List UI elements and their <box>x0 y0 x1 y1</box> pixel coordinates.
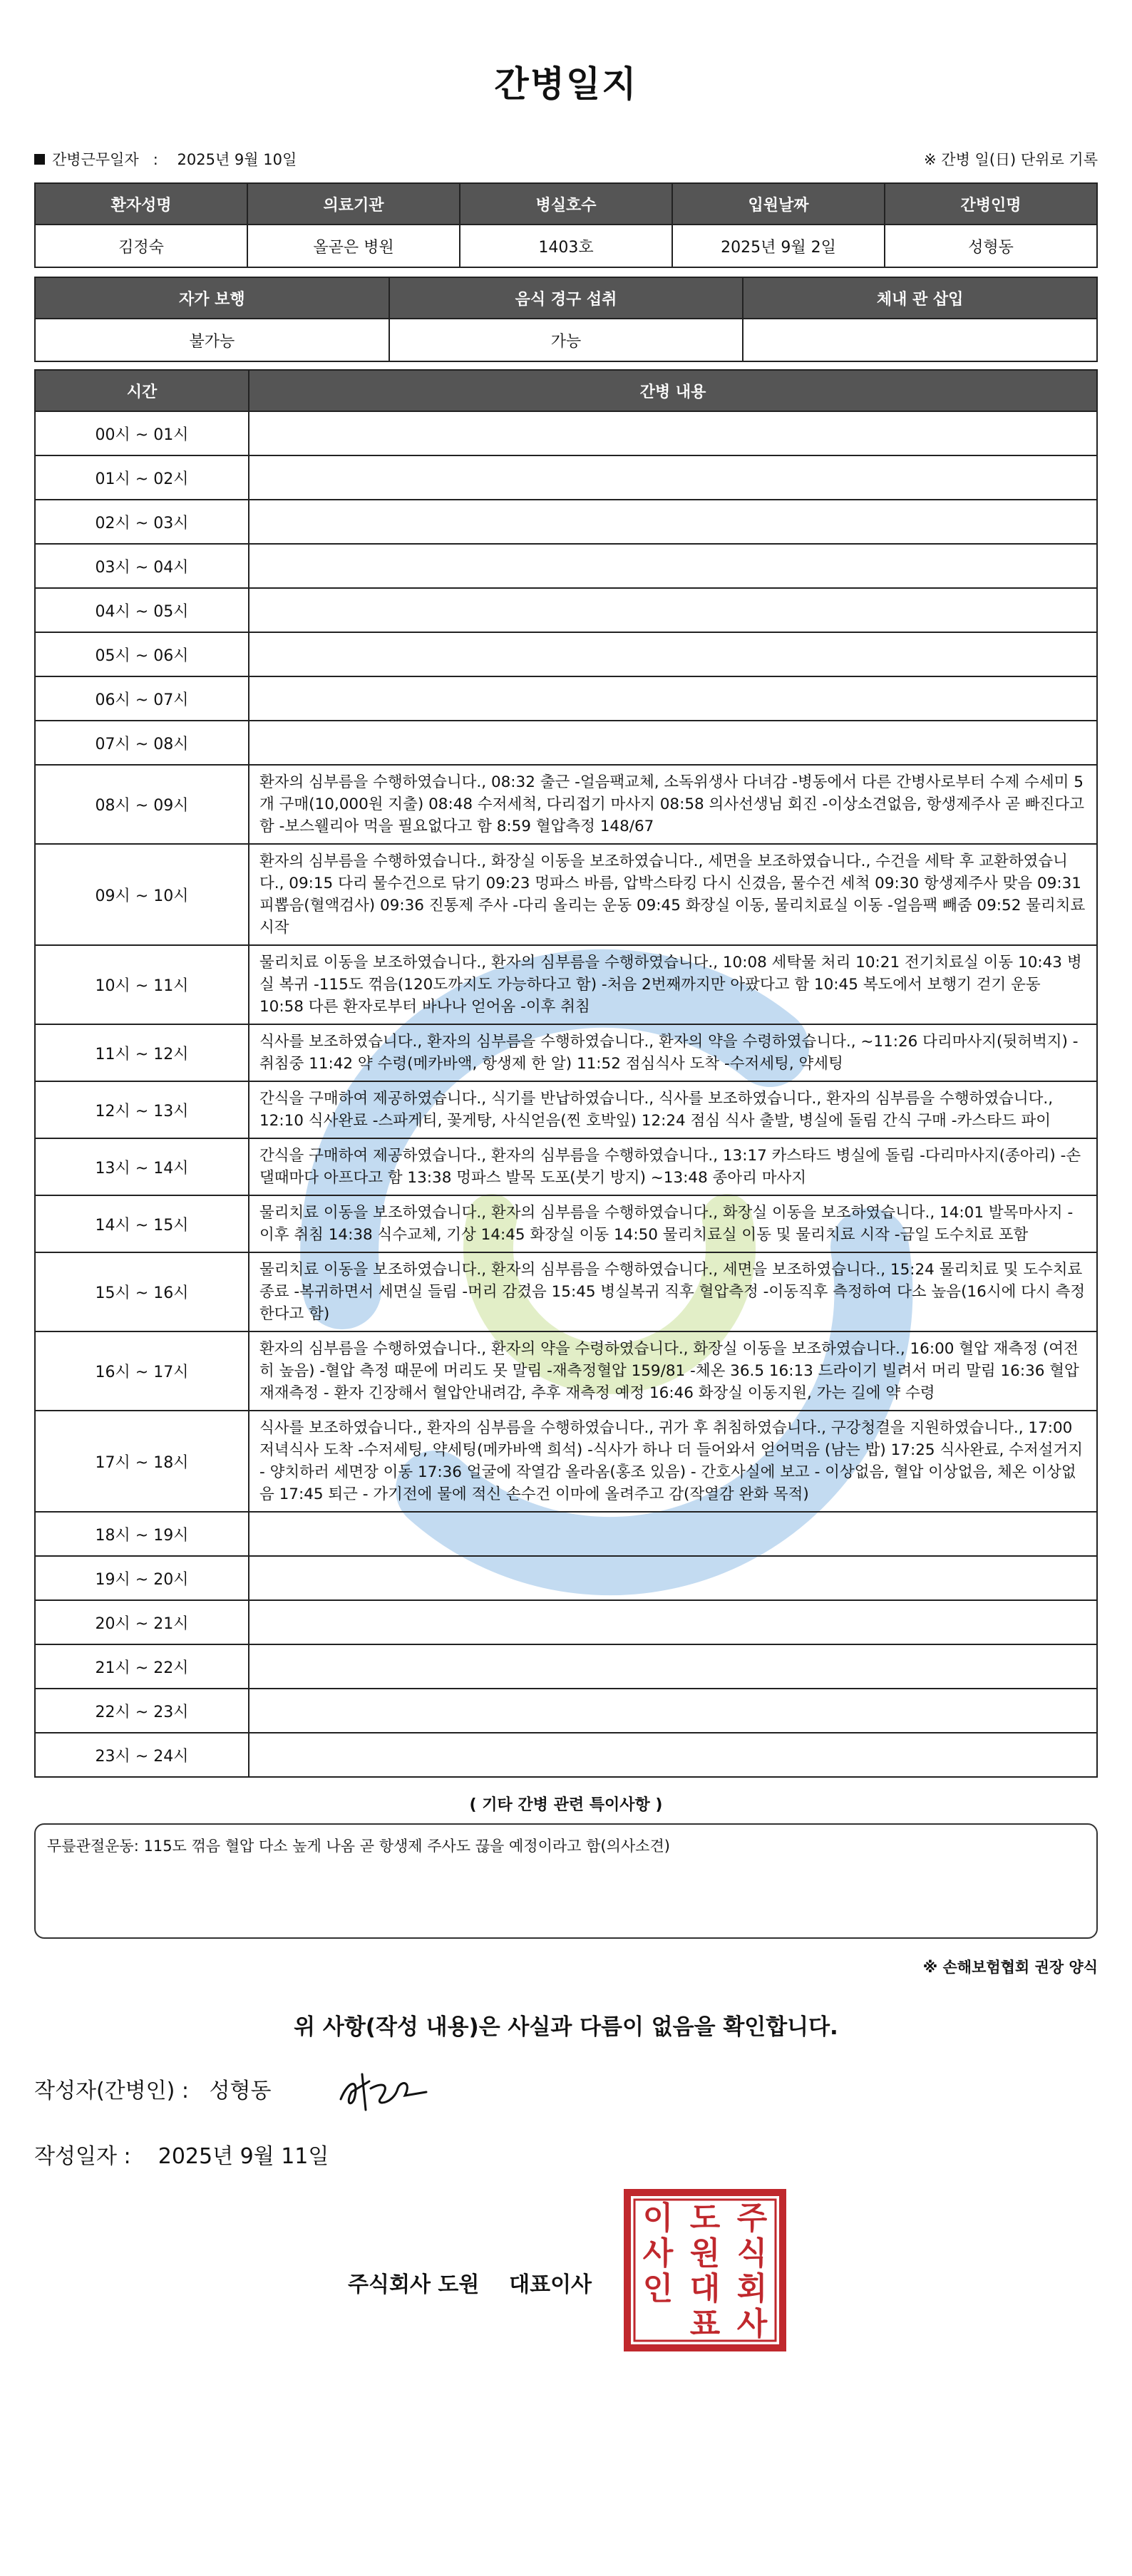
log-content <box>249 1600 1097 1644</box>
header-oral-intake: 음식 경구 섭취 <box>389 277 743 319</box>
seal-glyph: 도 <box>689 2200 721 2237</box>
writer-row <box>34 2073 1098 2116</box>
work-date-separator: : <box>153 151 158 168</box>
log-row <box>35 588 1097 632</box>
log-content <box>249 1512 1097 1556</box>
log-content: 물리치료 이동을 보조하였습니다., 환자의 심부름을 수행하였습니다., 세면을 보조하였습니다., 15:24 물리치료 및 도수치료 종료 -복귀하면서 세면실 들림 -머리 감겼음 15:45 병실복귀 직후 혈압측정 -이동직후 측정하여 다소 높음(16시에 다시 측정한다고 함) <box>249 1252 1097 1331</box>
patient-info-table <box>34 182 1098 268</box>
header-time: 시간 <box>35 370 249 411</box>
log-row <box>35 1411 1097 1512</box>
log-row <box>35 765 1097 844</box>
log-row <box>35 1689 1097 1733</box>
log-content <box>249 721 1097 765</box>
log-content <box>249 411 1097 455</box>
log-time: 02시 ~ 03시 <box>35 500 249 544</box>
log-time: 12시 ~ 13시 <box>35 1081 249 1138</box>
log-content <box>249 500 1097 544</box>
log-row <box>35 945 1097 1024</box>
care-log-table <box>34 369 1098 1778</box>
oral-intake-value: 가능 <box>389 319 743 361</box>
log-time: 05시 ~ 06시 <box>35 632 249 676</box>
work-date-label: 간병근무일자 <box>52 151 139 168</box>
log-time: 06시 ~ 07시 <box>35 676 249 721</box>
log-time: 21시 ~ 22시 <box>35 1644 249 1689</box>
log-time: 03시 ~ 04시 <box>35 544 249 588</box>
meta-row <box>34 148 1098 177</box>
log-time: 18시 ~ 19시 <box>35 1512 249 1556</box>
notes-content: 무릎관절운동: 115도 꺾음 혈압 다소 높게 나옴 곧 항생제 주사도 끊을 예정이라고 함(의사소견) <box>47 1838 670 1855</box>
header-tube-insertion: 체내 관 삽입 <box>743 277 1097 319</box>
admission-date: 2025년 9월 2일 <box>672 225 885 267</box>
log-content: 물리치료 이동을 보조하였습니다., 환자의 심부름을 수행하였습니다., 화장실 이동을 보조하였습니다., 14:01 발목마사지 - 이후 취침 14:38 식수교체, 기상 14:45 화장실 이동 14:50 물리치료실 이동 및 물리치료 시작 -금일 도수치료 포함 <box>249 1195 1097 1252</box>
seal-glyph: 사 <box>736 2306 768 2343</box>
log-content: 식사를 보조하였습니다., 환자의 심부름을 수행하였습니다., 환자의 약을 수령하였습니다., ~11:26 다리마사지(뒷허벅지) -취침중 11:42 약 수령(메카바액, 항생제 한 알) 11:52 점심식사 도착 -수저세팅, 약세팅 <box>249 1024 1097 1081</box>
log-row <box>35 1733 1097 1777</box>
log-content <box>249 676 1097 721</box>
writer-name: 성형동 <box>209 2078 272 2103</box>
log-content: 간식을 구매하여 제공하였습니다., 식기를 반납하였습니다., 식사를 보조하였습니다., 환자의 심부름을 수행하였습니다., 12:10 식사완료 -스파게티, 꽃게탕, 사식얻음(찐 호박잎) 12:24 점심 식사 출발, 병실에 돌림 간식 구매 -카스타드 파이 <box>249 1081 1097 1138</box>
log-time: 01시 ~ 02시 <box>35 455 249 500</box>
log-time: 17시 ~ 18시 <box>35 1411 249 1512</box>
log-row <box>35 1644 1097 1689</box>
log-time: 11시 ~ 12시 <box>35 1024 249 1081</box>
log-row <box>35 1331 1097 1411</box>
header-caregiver-name: 간병인명 <box>885 183 1097 225</box>
log-row <box>35 721 1097 765</box>
room-number: 1403호 <box>460 225 672 267</box>
work-date <box>34 148 297 170</box>
square-bullet-icon <box>34 154 45 165</box>
confirmation-statement: 위 사항(작성 내용)은 사실과 다름이 없음을 확인합니다. <box>294 2014 838 2040</box>
log-header-row <box>35 370 1097 411</box>
log-content <box>249 1733 1097 1777</box>
log-content: 간식을 구매하여 제공하였습니다., 환자의 심부름을 수행하였습니다., 13:17 카스타드 병실에 돌림 -다리마사지(종아리) -손댈때마다 아프다고 함 13:38 멍파스 발목 도포(붓기 방지) ~13:48 종아리 마사지 <box>249 1138 1097 1195</box>
log-content: 환자의 심부름을 수행하였습니다., 환자의 약을 수령하였습니다., 화장실 이동을 보조하였습니다., 16:00 혈압 재측정 (여전히 높음) -혈압 측정 때문에 머리도 못 말림 -재측정혈압 159/81 -체온 36.5 16:13 드라이기 빌려서 머리 말림 16:36 혈압 재재측정 - 환자 긴장해서 혈압안내려감, 추후 재측정 예정 16:46 화장실 이동지원, 가는 길에 약 수령 <box>249 1331 1097 1411</box>
log-content: 식사를 보조하였습니다., 환자의 심부름을 수행하였습니다., 귀가 후 취침하였습니다., 구강청결을 지원하였습니다., 17:00 저녁식사 도착 -수저세팅, 약세팅(메카바액 희석) -식사가 하나 더 들어와서 얻어먹음 (남는 밥) 17:25 식사완료, 수저설거지 - 양치하러 세면장 이동 17:36 얼굴에 작열감 올라옴(홍조 있음) - 간호사실에 보고 - 이상없음, 혈압 이상없음, 체온 이상없음 17:45 퇴근 - 가기전에 물에 적신 손수건 이마에 올려주고 감(작열감 완화 목적) <box>249 1411 1097 1512</box>
log-content <box>249 588 1097 632</box>
log-body <box>35 411 1097 1777</box>
log-time: 16시 ~ 17시 <box>35 1331 249 1411</box>
hospital-name: 올곧은 병원 <box>247 225 460 267</box>
patient-info-header-row <box>35 183 1097 225</box>
log-time: 13시 ~ 14시 <box>35 1138 249 1195</box>
work-date-value: 2025년 9월 10일 <box>177 151 297 168</box>
log-content <box>249 544 1097 588</box>
log-row <box>35 500 1097 544</box>
tube-insertion-value <box>743 319 1097 361</box>
log-content <box>249 455 1097 500</box>
log-time: 22시 ~ 23시 <box>35 1689 249 1733</box>
log-content: 환자의 심부름을 수행하였습니다., 08:32 출근 -얼음팩교체, 소독위생사 다녀감 -병동에서 다른 간병사로부터 수제 수세미 5개 구매(10,000원 지출) 08:48 수저세척, 다리접기 마사지 08:58 의사선생님 회진 -이상소견없음, 항생제주사 곧 빠진다고 함 -보스웰리아 먹을 필요없다고 함 8:59 혈압측정 148/67 <box>249 765 1097 844</box>
header-room-number: 병실호수 <box>460 183 672 225</box>
patient-status-table <box>34 277 1098 362</box>
signature-image <box>326 2067 433 2117</box>
company-title: 대표이사 <box>509 2272 592 2297</box>
patient-info-value-row <box>35 225 1097 267</box>
log-content <box>249 632 1097 676</box>
seal-glyph: 이 <box>642 2200 674 2237</box>
log-row <box>35 844 1097 945</box>
log-time: 14시 ~ 15시 <box>35 1195 249 1252</box>
seal-glyph: 사 <box>642 2235 674 2272</box>
log-time: 15시 ~ 16시 <box>35 1252 249 1331</box>
log-time: 20시 ~ 21시 <box>35 1600 249 1644</box>
log-row <box>35 1024 1097 1081</box>
company-seal <box>623 2188 787 2352</box>
seal-glyph: 인 <box>642 2270 674 2307</box>
header-hospital: 의료기관 <box>247 183 460 225</box>
written-date-label: 작성일자 : <box>34 2144 131 2169</box>
log-row <box>35 676 1097 721</box>
seal-glyph: 표 <box>689 2306 721 2343</box>
log-time: 10시 ~ 11시 <box>35 945 249 1024</box>
seal-glyph: 대 <box>689 2270 721 2307</box>
log-time: 08시 ~ 09시 <box>35 765 249 844</box>
header-self-walking: 자가 보행 <box>35 277 389 319</box>
recommendation-note: ※ 손해보험협회 권장 양식 <box>922 1959 1098 1976</box>
log-time: 00시 ~ 01시 <box>35 411 249 455</box>
seal-glyph: 원 <box>689 2235 721 2272</box>
log-row <box>35 632 1097 676</box>
footer <box>34 2188 1098 2359</box>
log-time: 23시 ~ 24시 <box>35 1733 249 1777</box>
header-admission-date: 입원날짜 <box>672 183 885 225</box>
log-time: 09시 ~ 10시 <box>35 844 249 945</box>
written-date-row <box>34 2138 1098 2174</box>
log-row <box>35 1195 1097 1252</box>
seal-glyph: 주 <box>736 2200 768 2237</box>
log-content <box>249 1556 1097 1600</box>
seal-glyph: 회 <box>736 2270 768 2307</box>
notes-box <box>34 1823 1098 1939</box>
header-patient-name: 환자성명 <box>35 183 247 225</box>
log-row <box>35 1600 1097 1644</box>
log-content: 물리치료 이동을 보조하였습니다., 환자의 심부름을 수행하였습니다., 10:08 세탁물 처리 10:21 전기치료실 이동 10:43 병실 복귀 -115도 꺾음(120도까지도 가능하다고 함) -처음 2번째까지만 아팠다고 함 10:45 복도에서 보행기 걷기 운동 10:58 다른 환자로부터 바나나 얻어옴 -이후 취침 <box>249 945 1097 1024</box>
log-row <box>35 544 1097 588</box>
seal-glyph: 식 <box>736 2235 768 2272</box>
log-row <box>35 1252 1097 1331</box>
self-walking-value: 불가능 <box>35 319 389 361</box>
page-title: 간병일지 <box>494 63 638 105</box>
notes-title: ( 기타 간병 관련 특이사항 ) <box>469 1796 663 1814</box>
writer-label: 작성자(간병인) : <box>34 2078 189 2103</box>
log-row <box>35 1512 1097 1556</box>
log-time: 04시 ~ 05시 <box>35 588 249 632</box>
log-row <box>35 1138 1097 1195</box>
log-content <box>249 1644 1097 1689</box>
status-header-row <box>35 277 1097 319</box>
log-row <box>35 1556 1097 1600</box>
log-row <box>35 1081 1097 1138</box>
caregiver-name: 성형동 <box>885 225 1097 267</box>
log-row <box>35 411 1097 455</box>
log-row <box>35 455 1097 500</box>
log-time: 19시 ~ 20시 <box>35 1556 249 1600</box>
log-time: 07시 ~ 08시 <box>35 721 249 765</box>
header-care-content: 간병 내용 <box>249 370 1097 411</box>
company-name: 주식회사 도원 <box>348 2272 480 2297</box>
log-content: 환자의 심부름을 수행하였습니다., 화장실 이동을 보조하였습니다., 세면을 보조하였습니다., 수건을 세탁 후 교환하였습니다., 09:15 다리 물수건으로 닦기 09:23 멍파스 바름, 압박스타킹 다시 신겼음, 물수건 세척 09:30 항생제주사 맞음 09:31 피뽑음(혈액검사) 09:36 진통제 주사 -다리 올리는 운동 09:45 화장실 이동, 물리치료실 이동 -얼음팩 빼줌 09:52 물리치료 시작 <box>249 844 1097 945</box>
record-unit-note: ※ 간병 일(日) 단위로 기록 <box>924 151 1098 168</box>
company-signature-line <box>348 2267 592 2298</box>
log-content <box>249 1689 1097 1733</box>
status-value-row <box>35 319 1097 361</box>
care-log-page <box>34 0 1098 2359</box>
written-date-value: 2025년 9월 11일 <box>158 2144 329 2169</box>
patient-name: 김정숙 <box>35 225 247 267</box>
